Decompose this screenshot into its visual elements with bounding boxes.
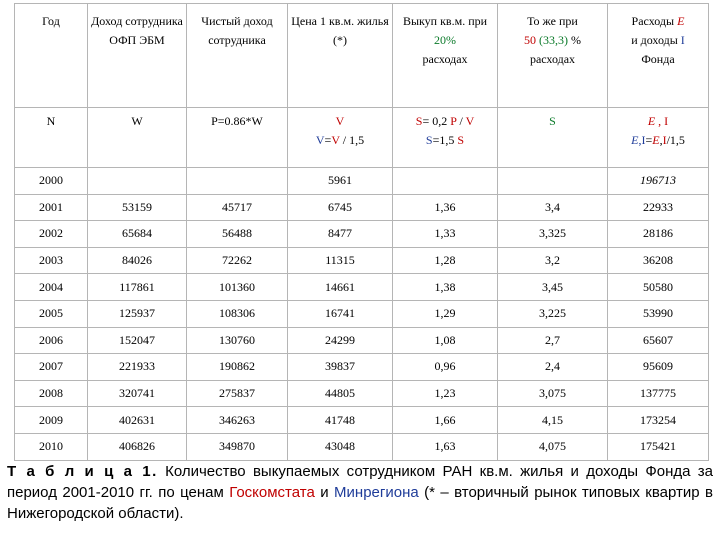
symbol-s1e: V bbox=[465, 114, 475, 128]
header-net-income bbox=[187, 4, 288, 108]
symbol-p bbox=[187, 108, 288, 168]
symbol-s-same bbox=[498, 108, 608, 168]
symbol-e1b: , bbox=[655, 114, 665, 128]
cell-income: 402631 bbox=[88, 407, 187, 434]
cell-year: 2008 bbox=[15, 380, 88, 407]
cell-buyout-same bbox=[498, 168, 608, 195]
header-year-text: Год bbox=[42, 14, 60, 28]
cell-income: 125937 bbox=[88, 300, 187, 327]
table-caption bbox=[7, 461, 713, 524]
symbol-e1a: E bbox=[647, 114, 656, 128]
cell-fund: 173254 bbox=[608, 407, 709, 434]
cell-net-income: 108306 bbox=[187, 300, 288, 327]
caption-lead: Т а б л и ц а 1. bbox=[7, 463, 158, 480]
cell-net-income: 45717 bbox=[187, 194, 288, 221]
header-same-pct1: 50 bbox=[524, 33, 536, 47]
cell-income: 65684 bbox=[88, 221, 187, 248]
header-net-income-text: Чистый доход сотрудника bbox=[201, 14, 273, 47]
cell-buyout: 1,29 bbox=[393, 300, 498, 327]
symbol-e2f: , bbox=[659, 133, 663, 147]
header-fund-i: I bbox=[680, 33, 685, 47]
header-same-post: % расходах bbox=[529, 33, 581, 66]
header-fund bbox=[608, 4, 709, 108]
symbol-s3: S bbox=[549, 114, 556, 128]
cell-buyout: 1,23 bbox=[393, 380, 498, 407]
symbol-e1c: I bbox=[664, 114, 669, 128]
cell-buyout-same: 3,225 bbox=[498, 300, 608, 327]
symbol-n-text: N bbox=[46, 114, 56, 128]
header-same bbox=[498, 4, 608, 108]
cell-fund: 28186 bbox=[608, 221, 709, 248]
cell-buyout: 1,33 bbox=[393, 221, 498, 248]
cell-year: 2004 bbox=[15, 274, 88, 301]
header-income bbox=[88, 4, 187, 108]
header-fund-e: E bbox=[677, 14, 685, 28]
cell-price: 24299 bbox=[288, 327, 393, 354]
symbol-w bbox=[88, 108, 187, 168]
cell-net-income bbox=[187, 168, 288, 195]
cell-fund: 36208 bbox=[608, 247, 709, 274]
header-fund-mid: и доходы bbox=[631, 33, 681, 47]
data-table bbox=[14, 3, 709, 461]
symbol-s1d: / bbox=[456, 114, 466, 128]
table-row bbox=[15, 300, 709, 327]
header-buyout-pre: Выкуп кв.м. при bbox=[402, 14, 488, 28]
caption-minregion: Минрегиона bbox=[334, 484, 419, 501]
cell-year: 2009 bbox=[15, 407, 88, 434]
caption-goskomstat: Госкомстата bbox=[229, 484, 315, 501]
symbol-v1: V bbox=[335, 114, 345, 128]
table-row bbox=[15, 274, 709, 301]
cell-year: 2007 bbox=[15, 354, 88, 381]
cell-fund: 65607 bbox=[608, 327, 709, 354]
cell-net-income: 72262 bbox=[187, 247, 288, 274]
cell-price: 8477 bbox=[288, 221, 393, 248]
symbol-s2c: S bbox=[457, 133, 465, 147]
header-same-pct2: (33,3) bbox=[539, 33, 568, 47]
symbol-e bbox=[608, 108, 709, 168]
table-body bbox=[15, 168, 709, 461]
symbol-e2b: , bbox=[638, 133, 642, 147]
symbol-v2b: = bbox=[324, 133, 332, 147]
symbol-v2c: V bbox=[331, 133, 340, 147]
cell-year: 2001 bbox=[15, 194, 88, 221]
cell-year: 2010 bbox=[15, 433, 88, 460]
cell-buyout-same: 4,075 bbox=[498, 433, 608, 460]
cell-fund: 50580 bbox=[608, 274, 709, 301]
cell-price: 41748 bbox=[288, 407, 393, 434]
symbol-s bbox=[393, 108, 498, 168]
cell-buyout: 1,63 bbox=[393, 433, 498, 460]
table-row bbox=[15, 168, 709, 195]
cell-buyout: 1,08 bbox=[393, 327, 498, 354]
cell-year: 2005 bbox=[15, 300, 88, 327]
cell-price: 6745 bbox=[288, 194, 393, 221]
caption-text2: (* – вторичный рынок типовых квартир в Нижегородской области). bbox=[7, 484, 713, 522]
cell-price: 14661 bbox=[288, 274, 393, 301]
cell-income: 406826 bbox=[88, 433, 187, 460]
cell-price: 11315 bbox=[288, 247, 393, 274]
header-fund-pre: Расходы bbox=[631, 14, 678, 28]
symbol-e2c: I bbox=[641, 133, 646, 147]
cell-income bbox=[88, 168, 187, 195]
cell-income: 84026 bbox=[88, 247, 187, 274]
symbol-e2h: /1,5 bbox=[666, 133, 685, 147]
cell-price: 39837 bbox=[288, 354, 393, 381]
symbol-n bbox=[15, 108, 88, 168]
header-buyout bbox=[393, 4, 498, 108]
header-price-text: Цена 1 кв.м. жилья (*) bbox=[291, 14, 389, 47]
caption-text1: Количество выкупаемых сотрудником РАН кв.м. жилья и доходы Фонда за период 2001-2010 гг. по ценам bbox=[7, 463, 713, 501]
symbol-v2a: V bbox=[315, 133, 325, 147]
symbol-e2g: I bbox=[662, 133, 667, 147]
cell-income: 117861 bbox=[88, 274, 187, 301]
cell-year: 2002 bbox=[15, 221, 88, 248]
symbol-e2a: E bbox=[631, 133, 639, 147]
symbol-w-text: W bbox=[131, 114, 143, 128]
cell-fund: 22933 bbox=[608, 194, 709, 221]
cell-buyout-same: 3,325 bbox=[498, 221, 608, 248]
cell-buyout-same: 3,2 bbox=[498, 247, 608, 274]
symbol-v bbox=[288, 108, 393, 168]
table-row bbox=[15, 247, 709, 274]
table-row bbox=[15, 407, 709, 434]
cell-buyout bbox=[393, 168, 498, 195]
header-income-text: Доход сотрудника ОФП ЭБМ bbox=[91, 14, 183, 47]
cell-income: 221933 bbox=[88, 354, 187, 381]
header-fund-post: Фонда bbox=[641, 52, 675, 66]
cell-net-income: 101360 bbox=[187, 274, 288, 301]
header-buyout-post: расходах bbox=[422, 52, 468, 66]
cell-buyout-same: 3,45 bbox=[498, 274, 608, 301]
header-same-pre: То же при bbox=[527, 14, 578, 28]
symbol-p-text: P=0.86*W bbox=[211, 114, 263, 128]
cell-buyout: 0,96 bbox=[393, 354, 498, 381]
cell-net-income: 56488 bbox=[187, 221, 288, 248]
cell-fund: 53990 bbox=[608, 300, 709, 327]
symbol-row bbox=[15, 108, 709, 168]
header-price bbox=[288, 4, 393, 108]
table-row bbox=[15, 433, 709, 460]
cell-buyout: 1,28 bbox=[393, 247, 498, 274]
cell-price: 16741 bbox=[288, 300, 393, 327]
cell-fund: 175421 bbox=[608, 433, 709, 460]
cell-buyout-same: 2,4 bbox=[498, 354, 608, 381]
cell-fund: 196713 bbox=[608, 168, 709, 195]
symbol-s1a: S bbox=[415, 114, 423, 128]
table-row bbox=[15, 221, 709, 248]
caption-and: и bbox=[314, 484, 335, 501]
symbol-s1b: = 0,2 bbox=[422, 114, 451, 128]
table-row bbox=[15, 380, 709, 407]
cell-income: 320741 bbox=[88, 380, 187, 407]
cell-price: 43048 bbox=[288, 433, 393, 460]
cell-buyout-same: 3,075 bbox=[498, 380, 608, 407]
cell-buyout-same: 4,15 bbox=[498, 407, 608, 434]
cell-net-income: 190862 bbox=[187, 354, 288, 381]
symbol-s1c: P bbox=[450, 114, 457, 128]
cell-buyout: 1,66 bbox=[393, 407, 498, 434]
cell-buyout-same: 3,4 bbox=[498, 194, 608, 221]
header-row bbox=[15, 4, 709, 108]
symbol-s2b: =1,5 bbox=[432, 133, 458, 147]
symbol-v2d: / 1,5 bbox=[339, 133, 365, 147]
header-buyout-pct: 20% bbox=[434, 33, 456, 47]
cell-net-income: 349870 bbox=[187, 433, 288, 460]
cell-year: 2003 bbox=[15, 247, 88, 274]
table-row bbox=[15, 194, 709, 221]
cell-year: 2000 bbox=[15, 168, 88, 195]
cell-fund: 137775 bbox=[608, 380, 709, 407]
cell-income: 152047 bbox=[88, 327, 187, 354]
cell-net-income: 346263 bbox=[187, 407, 288, 434]
cell-year: 2006 bbox=[15, 327, 88, 354]
cell-price: 44805 bbox=[288, 380, 393, 407]
cell-buyout-same: 2,7 bbox=[498, 327, 608, 354]
cell-net-income: 275837 bbox=[187, 380, 288, 407]
cell-fund: 95609 bbox=[608, 354, 709, 381]
table-row bbox=[15, 327, 709, 354]
cell-income: 53159 bbox=[88, 194, 187, 221]
symbol-s2a: S bbox=[425, 133, 433, 147]
cell-buyout: 1,36 bbox=[393, 194, 498, 221]
symbol-e2e: E bbox=[652, 133, 660, 147]
header-year bbox=[15, 4, 88, 108]
table-row bbox=[15, 354, 709, 381]
cell-price: 5961 bbox=[288, 168, 393, 195]
cell-net-income: 130760 bbox=[187, 327, 288, 354]
cell-buyout: 1,38 bbox=[393, 274, 498, 301]
symbol-e2d: = bbox=[645, 133, 653, 147]
